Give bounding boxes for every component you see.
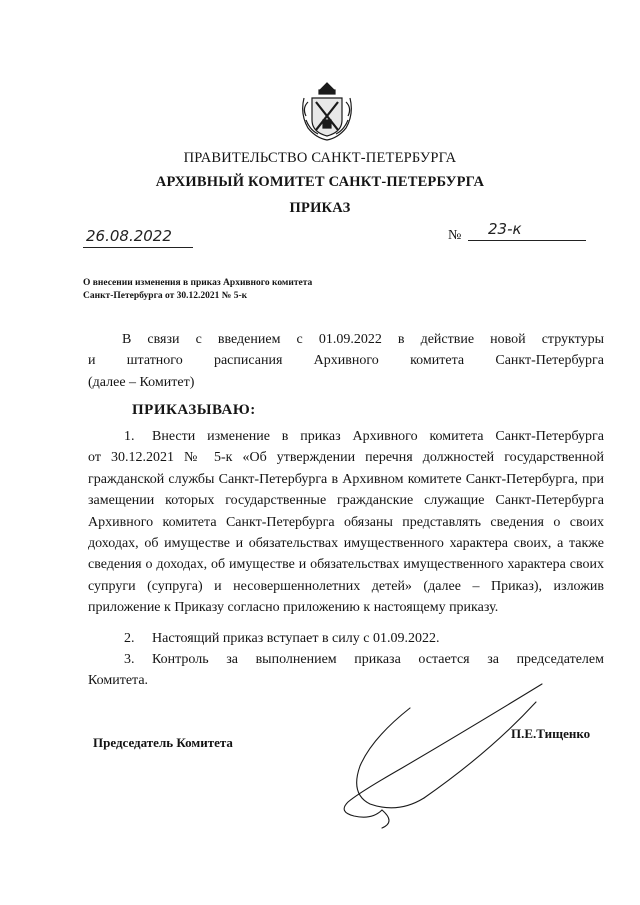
item-3-first-line: [88, 649, 604, 670]
order-number: 23-к: [488, 220, 522, 238]
number-label: №: [448, 228, 462, 243]
subject-line-1: О внесении изменения в приказ Архивного комитета: [83, 278, 313, 288]
directive-heading: ПРИКАЗЫВАЮ:: [132, 402, 256, 418]
list-item-1: [88, 426, 604, 619]
committee-name: АРХИВНЫЙ КОМИТЕТ САНКТ-ПЕТЕРБУРГА: [155, 174, 485, 190]
item-1-number: 1.: [124, 429, 135, 444]
handwritten-signature: [320, 680, 550, 830]
item-1-first-text: Внести изменение в приказ Архивного комитета Санкт-Петербурга: [152, 429, 604, 444]
signatory-name: П.Е.Тищенко: [511, 726, 591, 741]
item-3-first-text: Контроль за выполнением приказа остается за председателем: [152, 652, 604, 667]
item-1-body: от 30.12.2021 № 5-к «Об утверждении перечня должностей государственной гражданской службы Санкт-Петербурга в Архивном комитете Санкт-Петербурга, при замещении которых государственные гражданские служащие Санкт-Петербурга Архивного комитета Санкт-Петербурга обязаны представлять сведения о своих доходах, об имуществе и обязательствах имущественного характера своих, а также сведения о доходах, об имуществе и обязательствах имущественного характера своих супруги (супруга) и несовершеннолетних детей» (далее – Приказ), изложив приложение к Приказу согласно приложению к настоящему приказу.: [88, 450, 604, 616]
order-date: 26.08.2022: [86, 227, 172, 245]
item-3-number: 3.: [124, 652, 135, 667]
subject-line-2: Санкт-Петербурга от 30.12.2021 № 5-к: [83, 291, 248, 301]
item-2-line: [88, 628, 604, 649]
government-name: ПРАВИТЕЛЬСТВО САНКТ-ПЕТЕРБУРГА: [183, 150, 457, 166]
item-1-first-line: [88, 426, 604, 447]
list-item-2: [88, 628, 604, 649]
preamble-line-3: (далее – Комитет): [88, 374, 195, 390]
preamble-line-2: и штатного расписания Архивного комитета Санкт-Петербурга: [88, 353, 604, 369]
order-subject: [83, 277, 312, 303]
item-2-number: 2.: [124, 631, 135, 646]
number-underline: [468, 240, 586, 241]
item-3-body: Комитета.: [88, 673, 149, 689]
signatory-position: Председатель Комитета: [93, 735, 233, 750]
coat-of-arms-emblem: [298, 80, 356, 142]
date-underline: [83, 247, 193, 248]
document-type: ПРИКАЗ: [289, 200, 351, 216]
preamble-line-1: В связи с введением с 01.09.2022 в действие новой структуры: [122, 332, 604, 347]
preamble: [88, 329, 604, 393]
item-2-text: Настоящий приказ вступает в силу с 01.09.2022.: [152, 631, 440, 646]
